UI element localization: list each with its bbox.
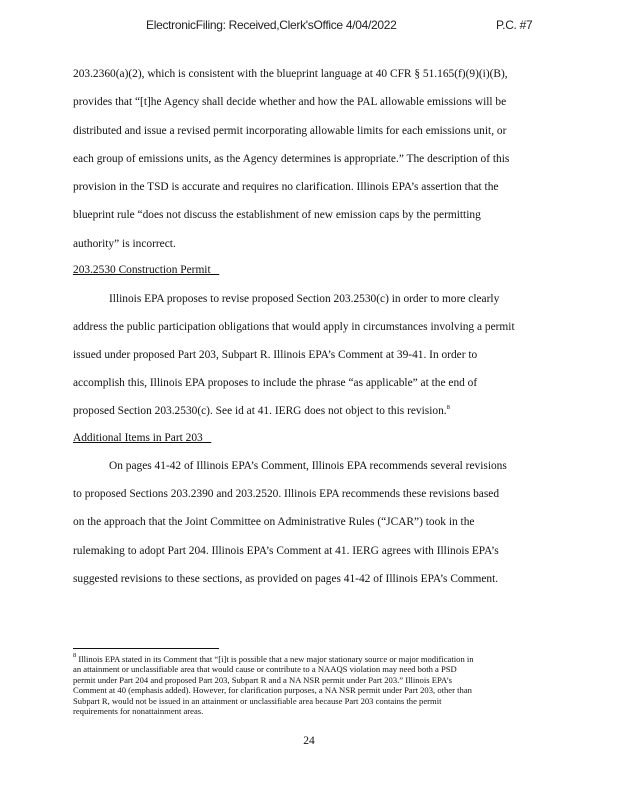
paragraph-line — [73, 405, 450, 417]
paragraph-line: distributed and issue a revised permit incorporating allowable limits for each emissions unit, or — [73, 125, 507, 137]
paragraph-line: On pages 41-42 of Illinois EPA’s Comment, Illinois EPA recommends several revisions — [109, 460, 507, 472]
paragraph-text: proposed Section 203.2530(c). See id at 41. IERG does not object to this revision. — [73, 405, 447, 417]
footnote-line: Comment at 40 (emphasis added). However, for clarification purposes, a NA NSR permit under Part 203, other than — [73, 685, 472, 696]
footnote-line: requirements for nonattainment areas. — [73, 706, 204, 717]
paragraph-line: issued under proposed Part 203, Subpart R. Illinois EPA’s Comment at 39-41. In order to — [73, 349, 478, 361]
footnote-line — [73, 654, 551, 664]
footnote-reference[interactable]: 8 — [446, 404, 450, 411]
paragraph-line: suggested revisions to these sections, as provided on pages 41-42 of Illinois EPA’s Comment. — [73, 573, 499, 585]
paragraph-line: each group of emissions units, as the Agency determines is appropriate.” The description of this — [73, 153, 510, 165]
paragraph-line: provision in the TSD is accurate and requires no clarification. Illinois EPA’s assertion that the — [73, 181, 499, 193]
footnote — [73, 654, 551, 716]
paragraph-line: provides that “[t]he Agency shall decide whether and how the PAL allowable emissions will be — [73, 96, 507, 108]
paragraph-line: address the public participation obligations that would apply in circumstances involving a permit — [73, 321, 515, 333]
footnote-line: permit under Part 204 and proposed Part 203, Subpart R and a NA NSR permit under Part 203.” Illinois EPA’s — [73, 674, 452, 685]
footnote-line: an attainment or unclassifiable area that would cause or contribute to a NAAQS violation may need both a PSD — [73, 664, 457, 675]
section-heading-additional-items: Additional Items in Part 203 — [73, 432, 212, 444]
section-heading-construction-permit: 203.2530 Construction Permit — [73, 264, 220, 276]
footnote-divider — [73, 648, 219, 649]
footnote-marker: 8 — [73, 652, 77, 659]
public-comment-number: P.C. #7 — [496, 18, 533, 32]
paragraph-line: 203.2360(a)(2), which is consistent with the blueprint language at 40 CFR § 51.165(f)(9)(i)(B), — [73, 68, 508, 80]
filing-stamp: ElectronicFiling: Received,Clerk'sOffice 4/04/2022 — [146, 18, 397, 32]
paragraph-line: on the approach that the Joint Committee on Administrative Rules (“JCAR”) took in the — [73, 516, 475, 528]
paragraph-line: to proposed Sections 203.2390 and 203.2520. Illinois EPA recommends these revisions based — [73, 488, 500, 500]
paragraph-line: accomplish this, Illinois EPA proposes to include the phrase “as applicable” at the end of — [73, 377, 478, 389]
paragraph-line: blueprint rule “does not discuss the establishment of new emission caps by the permitting — [73, 209, 481, 221]
paragraph-line: Illinois EPA proposes to revise proposed Section 203.2530(c) in order to more clearly — [109, 293, 500, 305]
paragraph-line: authority” is incorrect. — [73, 238, 176, 250]
paragraph-line: rulemaking to adopt Part 204. Illinois EPA’s Comment at 41. IERG agrees with Illinois EPA’s — [73, 545, 499, 557]
footnote-text: Illinois EPA stated in its Comment that “[i]t is possible that a new major stationary source or major modification in — [78, 654, 474, 664]
page-number: 24 — [303, 735, 315, 747]
footnote-line: Subpart R, would not be issued in an attainment or unclassifiable area because Part 203 contains the permit — [73, 695, 442, 706]
document-body — [73, 0, 553, 620]
